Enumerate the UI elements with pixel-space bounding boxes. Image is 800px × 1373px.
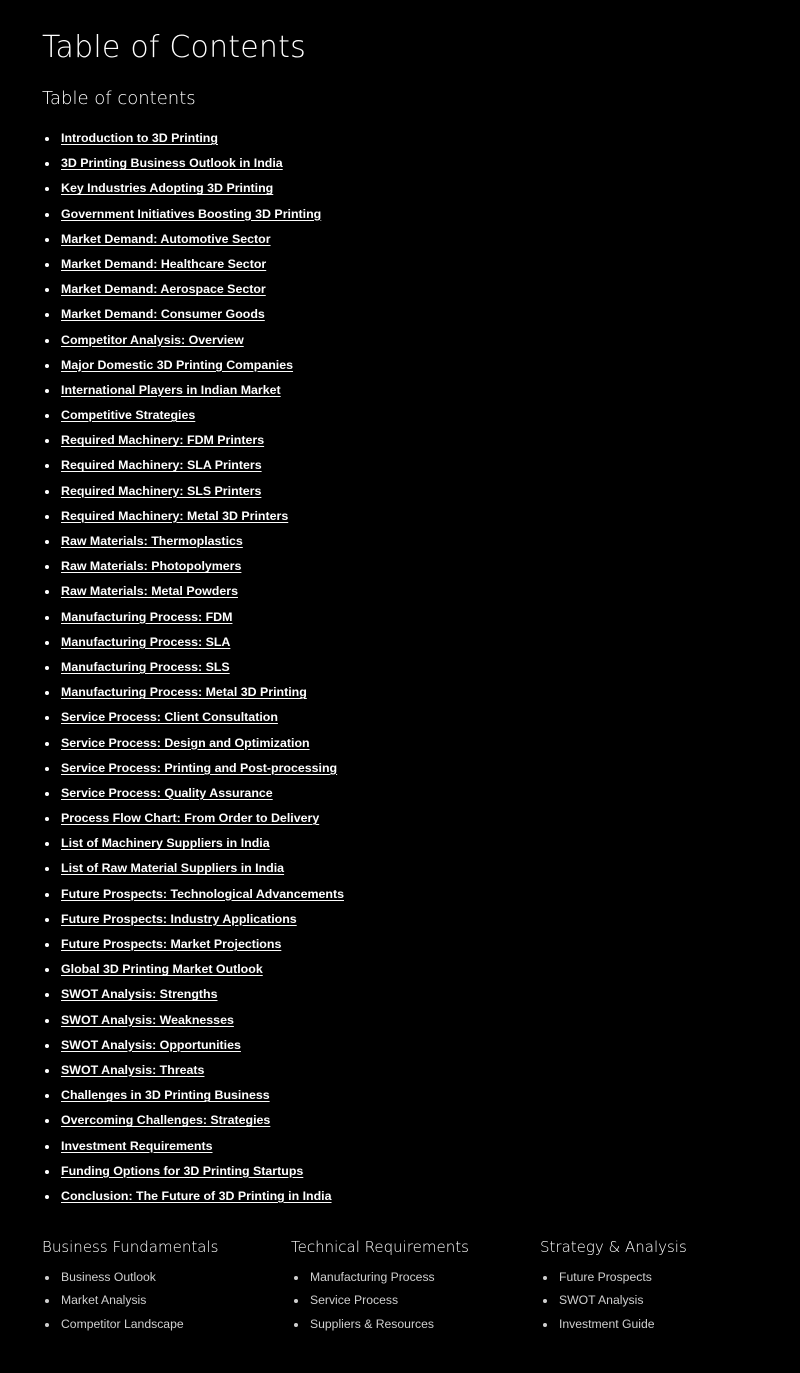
toc-item — [42, 856, 344, 881]
toc-link[interactable]: Manufacturing Process: SLA — [61, 634, 231, 649]
toc-link[interactable]: Overcoming Challenges: Strategies — [61, 1113, 271, 1128]
toc-item — [42, 831, 344, 856]
toc-item — [42, 151, 344, 176]
toc-link[interactable]: Raw Materials: Metal Powders — [61, 584, 238, 599]
toc-item — [42, 982, 344, 1007]
toc-item — [42, 554, 344, 579]
toc-item — [42, 781, 344, 806]
toc-item — [42, 378, 344, 403]
toc-link[interactable]: Market Demand: Aerospace Sector — [61, 282, 266, 297]
toc-item — [42, 302, 344, 327]
toc-link[interactable]: Government Initiatives Boosting 3D Printing — [61, 206, 322, 221]
toc-link[interactable]: SWOT Analysis: Weaknesses — [61, 1012, 234, 1027]
toc-item — [42, 126, 344, 151]
toc-link[interactable]: Global 3D Printing Market Outlook — [61, 962, 263, 977]
toc-link[interactable]: Conclusion: The Future of 3D Printing in India — [61, 1188, 332, 1203]
toc-link[interactable]: Major Domestic 3D Printing Companies — [61, 357, 294, 372]
toc-item — [42, 479, 344, 504]
footer-list-item: Service Process — [291, 1289, 540, 1312]
toc-item — [42, 907, 344, 932]
toc-item — [42, 1083, 344, 1108]
toc-item — [42, 453, 344, 478]
toc-link[interactable]: Key Industries Adopting 3D Printing — [61, 181, 274, 196]
toc-item — [42, 1134, 344, 1159]
toc-link[interactable]: Challenges in 3D Printing Business — [61, 1088, 270, 1103]
toc-item — [42, 1108, 344, 1133]
toc-link[interactable]: Investment Requirements — [61, 1138, 213, 1153]
footer-column — [540, 1238, 789, 1336]
toc-link[interactable]: Introduction to 3D Printing — [61, 131, 218, 145]
footer-list — [42, 1266, 291, 1336]
toc-link[interactable]: Competitor Analysis: Overview — [61, 332, 244, 347]
toc-item — [42, 705, 344, 730]
toc-link[interactable]: International Players in Indian Market — [61, 382, 281, 397]
toc-item — [42, 605, 344, 630]
toc-item — [42, 428, 344, 453]
toc-link[interactable]: Required Machinery: Metal 3D Printers — [61, 508, 289, 523]
footer-list-item: Business Outlook — [42, 1266, 291, 1289]
footer-list-item: SWOT Analysis — [540, 1289, 789, 1312]
toc-item — [42, 1184, 344, 1209]
toc-link[interactable]: List of Machinery Suppliers in India — [61, 836, 270, 851]
toc-link[interactable]: SWOT Analysis: Strengths — [61, 987, 218, 1002]
toc-link[interactable]: Manufacturing Process: Metal 3D Printing — [61, 685, 307, 700]
footer-column — [42, 1238, 291, 1336]
toc-item — [42, 176, 344, 201]
toc-link[interactable]: Manufacturing Process: SLS — [61, 659, 230, 674]
footer-list-item: Suppliers & Resources — [291, 1313, 540, 1336]
toc-item — [42, 806, 344, 831]
footer-column-heading: Business Fundamentals — [42, 1238, 219, 1256]
toc-link[interactable]: Service Process: Client Consultation — [61, 710, 278, 725]
toc-heading: Table of contents — [42, 88, 196, 109]
footer-list-item: Competitor Landscape — [42, 1313, 291, 1336]
toc-item — [42, 680, 344, 705]
toc-link[interactable]: SWOT Analysis: Opportunities — [61, 1037, 241, 1052]
toc-link[interactable]: Service Process: Printing and Post-processing — [61, 760, 338, 775]
footer-list-item: Investment Guide — [540, 1313, 789, 1336]
toc-link[interactable]: Competitive Strategies — [61, 408, 196, 423]
toc-link[interactable]: Raw Materials: Thermoplastics — [61, 534, 243, 548]
footer-list-item: Market Analysis — [42, 1289, 291, 1312]
footer-column — [291, 1238, 540, 1336]
footer-column-heading: Technical Requirements — [291, 1238, 469, 1256]
toc-item — [42, 403, 344, 428]
toc-item — [42, 1058, 344, 1083]
toc-item — [42, 202, 344, 227]
toc-item — [42, 579, 344, 604]
toc-link[interactable]: Market Demand: Healthcare Sector — [61, 256, 267, 271]
toc-link[interactable]: Required Machinery: SLA Printers — [61, 458, 262, 473]
toc-item — [42, 882, 344, 907]
toc-item — [42, 1159, 344, 1184]
footer — [42, 1238, 792, 1336]
toc-link[interactable]: Future Prospects: Technological Advancements — [61, 886, 344, 901]
toc-item — [42, 353, 344, 378]
footer-list-item: Future Prospects — [540, 1266, 789, 1289]
toc-item — [42, 731, 344, 756]
toc-link[interactable]: Market Demand: Automotive Sector — [61, 231, 271, 246]
toc-item — [42, 630, 344, 655]
toc-item — [42, 1008, 344, 1033]
toc-item — [42, 1033, 344, 1058]
toc-link[interactable]: Future Prospects: Industry Applications — [61, 911, 297, 926]
toc-item — [42, 328, 344, 353]
toc-item — [42, 277, 344, 302]
footer-column-heading: Strategy & Analysis — [540, 1238, 687, 1256]
toc-item — [42, 655, 344, 680]
toc-link[interactable]: 3D Printing Business Outlook in India — [61, 156, 283, 171]
toc-link[interactable]: List of Raw Material Suppliers in India — [61, 861, 285, 876]
toc-item — [42, 932, 344, 957]
page-title: Table of Contents — [42, 30, 306, 65]
toc-link[interactable]: SWOT Analysis: Threats — [61, 1062, 205, 1077]
toc-list — [42, 126, 344, 1209]
toc-link[interactable]: Manufacturing Process: FDM — [61, 609, 233, 624]
toc-item — [42, 756, 344, 781]
toc-link[interactable]: Required Machinery: SLS Printers — [61, 483, 262, 498]
toc-link[interactable]: Future Prospects: Market Projections — [61, 937, 282, 951]
toc-item — [42, 227, 344, 252]
toc-link[interactable]: Market Demand: Consumer Goods — [61, 307, 265, 322]
footer-list — [291, 1266, 540, 1336]
toc-item — [42, 504, 344, 529]
toc-item — [42, 252, 344, 277]
toc-link[interactable]: Process Flow Chart: From Order to Delivery — [61, 811, 320, 826]
toc-link[interactable]: Service Process: Design and Optimization — [61, 735, 310, 750]
toc-link[interactable]: Funding Options for 3D Printing Startups — [61, 1163, 304, 1178]
toc-link[interactable]: Required Machinery: FDM Printers — [61, 433, 265, 448]
toc-link[interactable]: Raw Materials: Photopolymers — [61, 559, 242, 574]
toc-item — [42, 957, 344, 982]
toc-link[interactable]: Service Process: Quality Assurance — [61, 785, 273, 800]
toc-item — [42, 529, 344, 554]
footer-list-item: Manufacturing Process — [291, 1266, 540, 1289]
footer-list — [540, 1266, 789, 1336]
